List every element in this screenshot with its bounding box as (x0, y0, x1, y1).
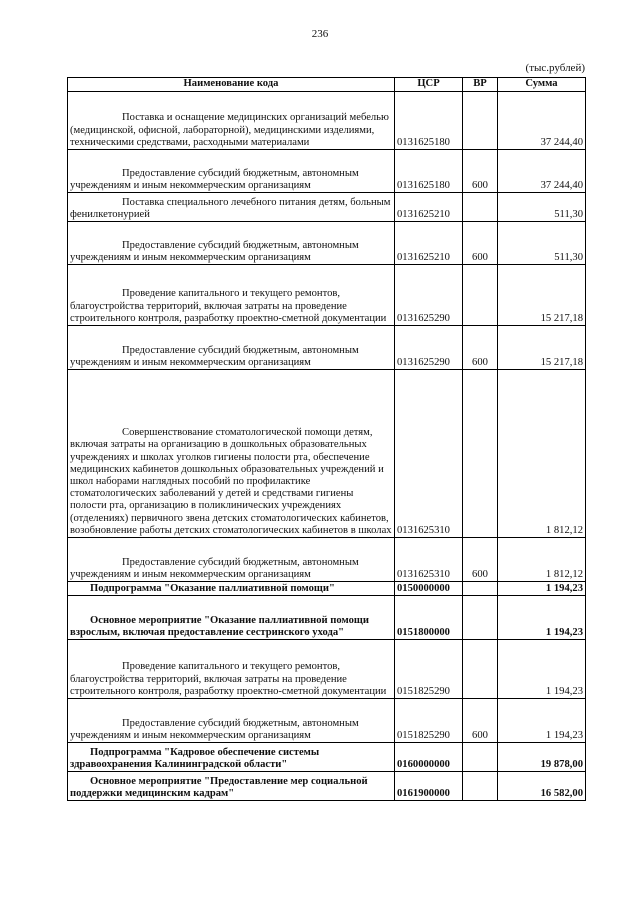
table-row (68, 743, 586, 772)
row-csr: 0151800000 (395, 596, 463, 640)
row-vr: 600 (463, 150, 498, 193)
table-row (68, 92, 586, 150)
table-row (68, 699, 586, 743)
table-header-row (68, 78, 586, 92)
row-name: Проведение капитального и текущего ремонтов, благоустройства территорий, включая затраты на проведение строительного контроля, разработку проектно-сметной документации (68, 640, 395, 699)
table-row (68, 265, 586, 326)
row-name: Предоставление субсидий бюджетным, автономным учреждениям и иным некоммерческим организациям (68, 150, 395, 193)
row-csr: 0160000000 (395, 743, 463, 772)
header-name: Наименование кода (68, 78, 395, 92)
row-csr: 0150000000 (395, 582, 463, 596)
row-vr: 600 (463, 538, 498, 582)
table-row (68, 370, 586, 538)
row-name: Совершенствование стоматологической помощи детям, включая затраты на организацию в дошкольных образовательных учреждениях и школах уголков гигиены полости рта, обеспечение медицинских кабинетов дошкольных образовательных учреждений и школ наборами наглядных пособий по профилактике стоматологических заболеваний у детей и средствами гигиены полости рта, организацию в поликлинических учреждениях (отделениях) первичного звена детских стоматологических кабинетов, возобновление работы детских стоматологических кабинетов в школах (68, 370, 395, 538)
row-csr: 0131625210 (395, 222, 463, 265)
table-row (68, 222, 586, 265)
row-name: Поставка специального лечебного питания детям, больным фенилкетонурией (68, 193, 395, 222)
row-sum: 37 244,40 (498, 150, 586, 193)
row-vr: 600 (463, 699, 498, 743)
row-vr: 600 (463, 222, 498, 265)
row-name: Проведение капитального и текущего ремонтов, благоустройства территорий, включая затраты на проведение строительного контроля, разработку проектно-сметной документации (68, 265, 395, 326)
row-sum: 1 194,23 (498, 699, 586, 743)
table-row (68, 193, 586, 222)
row-csr: 0131625290 (395, 326, 463, 370)
table-row (68, 538, 586, 582)
row-sum: 1 812,12 (498, 370, 586, 538)
row-name: Предоставление субсидий бюджетным, автономным учреждениям и иным некоммерческим организациям (68, 326, 395, 370)
row-sum: 1 194,23 (498, 596, 586, 640)
row-vr (463, 265, 498, 326)
row-vr (463, 92, 498, 150)
row-csr: 0161900000 (395, 772, 463, 801)
row-csr: 0131625180 (395, 92, 463, 150)
row-csr: 0131625310 (395, 370, 463, 538)
header-vr: ВР (463, 78, 498, 92)
row-sum: 15 217,18 (498, 326, 586, 370)
row-sum: 511,30 (498, 193, 586, 222)
row-name: Основное мероприятие "Предоставление мер социальной поддержки медицинским кадрам" (68, 772, 395, 801)
row-sum: 511,30 (498, 222, 586, 265)
budget-table (67, 77, 586, 801)
table-row (68, 582, 586, 596)
units-label: (тыс.рублей) (525, 62, 585, 74)
table-row (68, 640, 586, 699)
row-vr (463, 596, 498, 640)
row-sum: 16 582,00 (498, 772, 586, 801)
row-csr: 0131625310 (395, 538, 463, 582)
row-csr: 0151825290 (395, 640, 463, 699)
row-sum: 37 244,40 (498, 92, 586, 150)
table-row (68, 772, 586, 801)
row-name: Предоставление субсидий бюджетным, автономным учреждениям и иным некоммерческим организациям (68, 699, 395, 743)
row-name: Подпрограмма "Кадровое обеспечение системы здравоохранения Калининградской области" (68, 743, 395, 772)
row-sum: 19 878,00 (498, 743, 586, 772)
row-vr: 600 (463, 326, 498, 370)
row-vr (463, 743, 498, 772)
row-sum: 1 194,23 (498, 582, 586, 596)
row-vr (463, 772, 498, 801)
row-csr: 0131625210 (395, 193, 463, 222)
row-vr (463, 193, 498, 222)
row-csr: 0151825290 (395, 699, 463, 743)
table-row (68, 596, 586, 640)
page-number: 236 (311, 28, 329, 40)
header-csr: ЦСР (395, 78, 463, 92)
row-vr (463, 582, 498, 596)
row-name: Предоставление субсидий бюджетным, автономным учреждениям и иным некоммерческим организациям (68, 538, 395, 582)
row-name: Основное мероприятие "Оказание паллиативной помощи взрослым, включая предоставление сестринского ухода" (68, 596, 395, 640)
row-name: Поставка и оснащение медицинских организаций мебелью (медицинской, офисной, лабораторной), медицинскими изделиями, техническими средствами, расходными материалами (68, 92, 395, 150)
row-name: Подпрограмма "Оказание паллиативной помощи" (68, 582, 395, 596)
table-row (68, 150, 586, 193)
row-vr (463, 370, 498, 538)
row-sum: 15 217,18 (498, 265, 586, 326)
row-sum: 1 194,23 (498, 640, 586, 699)
table-row (68, 326, 586, 370)
row-vr (463, 640, 498, 699)
row-csr: 0131625180 (395, 150, 463, 193)
row-name: Предоставление субсидий бюджетным, автономным учреждениям и иным некоммерческим организациям (68, 222, 395, 265)
row-csr: 0131625290 (395, 265, 463, 326)
header-sum: Сумма (498, 78, 586, 92)
row-sum: 1 812,12 (498, 538, 586, 582)
